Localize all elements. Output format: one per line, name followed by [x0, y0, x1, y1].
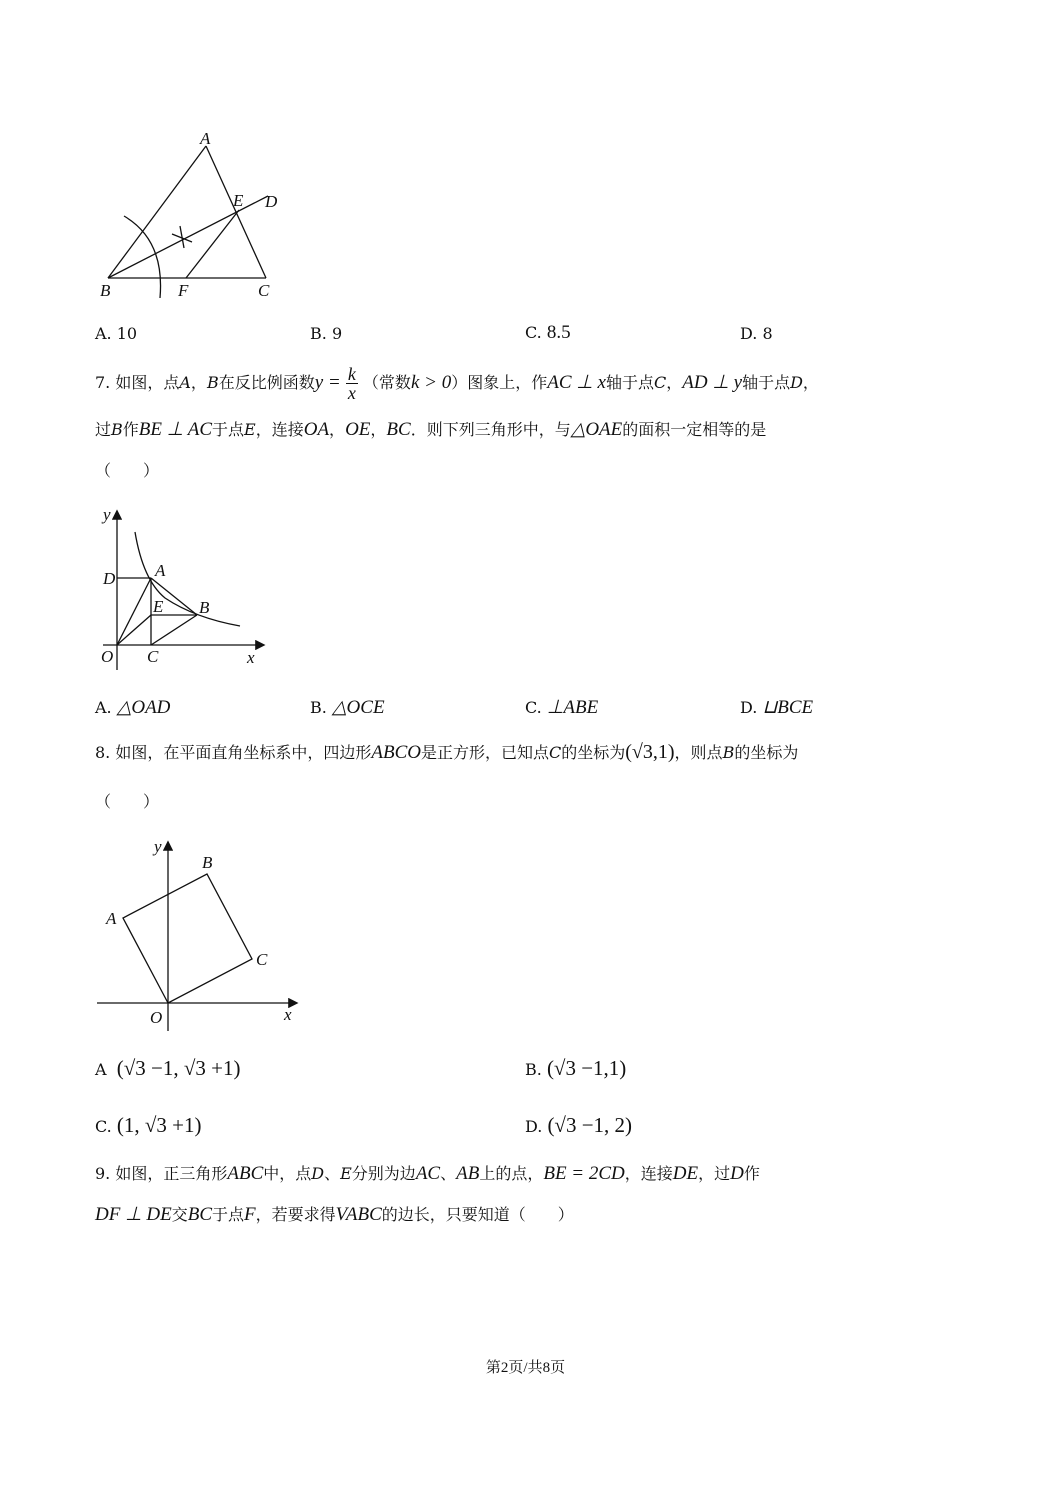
label-A: A [155, 561, 166, 580]
q9-line-1: 9. 如图，正三角形ABC中，点D、E分别为边AC、AB上的点，BE = 2CD，连接DE，过D作 [95, 1163, 760, 1184]
q6-option-c[interactable] [525, 322, 571, 344]
label-y: y [154, 837, 162, 856]
label-C: C [258, 281, 270, 300]
q7-option-d[interactable]: D. ⊔BCE [740, 697, 814, 718]
q8-option-b[interactable]: B. (√3 −1,1) [525, 1056, 627, 1080]
q8-option-d[interactable]: D. (√3 −1, 2) [525, 1113, 633, 1137]
segment-EF [186, 210, 239, 278]
label-O: O [150, 1008, 163, 1027]
q8-option-a[interactable]: A (√3 −1, √3 +1) [95, 1056, 241, 1080]
label-B: B [100, 281, 111, 300]
segment-OE [117, 615, 151, 645]
label-E: E [153, 597, 164, 616]
q7-line-2: 过B作BE ⊥ AC于点E，连接OA，OE，BC．则下列三角形中，与△OAE的面积一定相等的是 [95, 419, 767, 440]
label-A: A [106, 909, 117, 928]
square-ABCO [123, 874, 252, 1003]
label-A: A [200, 130, 211, 148]
label-B: B [199, 598, 210, 617]
q7-option-a[interactable]: A. △OAD [95, 697, 171, 718]
figure-q6-triangle [90, 130, 310, 305]
q6-option-d[interactable] [740, 324, 773, 343]
q7-option-c[interactable]: C. ⊥ABE [525, 697, 599, 718]
option-value: 9 [331, 324, 343, 343]
ray-BD [108, 196, 268, 278]
label-F: F [178, 281, 189, 300]
arc-construction [124, 216, 161, 298]
figure-q8-square [92, 835, 307, 1035]
label-D: D [265, 192, 278, 211]
label-E: E [233, 191, 244, 210]
label-C: C [147, 647, 159, 666]
label-C: C [256, 950, 268, 969]
q7-line-1: 7. 如图，点A，B在反比例函数y = $\frac{k}{x}$ （常数k > 0）图象上，作AC ⊥ x轴于点C，AD ⊥ y轴于点D， [95, 364, 819, 403]
option-letter: B. [310, 324, 332, 343]
figure-q7-hyperbola [95, 500, 270, 675]
label-O: O [101, 647, 114, 666]
segment-BC [151, 615, 197, 645]
segment-OA [117, 578, 151, 645]
q7-option-b[interactable]: B. △OCE [310, 697, 385, 718]
option-value: 8 [762, 324, 773, 343]
q8-line-1: 8. 如图，在平面直角坐标系中，四边形ABCO是正方形，已知点C的坐标为(√3,1)，则点B的坐标为 [95, 741, 799, 763]
option-letter: C. [525, 323, 547, 342]
option-letter: D. [740, 324, 763, 343]
option-letter: A. [95, 324, 117, 343]
label-y: y [103, 505, 111, 524]
label-x: x [247, 648, 255, 667]
label-x: x [284, 1005, 292, 1024]
label-B: B [202, 853, 213, 872]
q6-option-b[interactable] [310, 324, 342, 343]
q9-line-2: DF ⊥ DE交BC于点F，若要求得VABC的边长，只要知道（ ） [95, 1204, 574, 1225]
q7-answer-bracket: （ ） [95, 461, 160, 480]
q8-option-c[interactable]: C. (1, √3 +1) [95, 1113, 202, 1137]
q6-option-a[interactable] [95, 324, 137, 343]
q8-answer-bracket: （ ） [95, 792, 160, 811]
option-value: 10 [116, 324, 138, 343]
label-D: D [103, 569, 116, 588]
option-value: 8.5 [546, 322, 571, 343]
fraction-k-over-x: $\frac{k}{x}$ [347, 364, 356, 403]
page-footer: 第2页/共8页 [485, 1360, 566, 1376]
